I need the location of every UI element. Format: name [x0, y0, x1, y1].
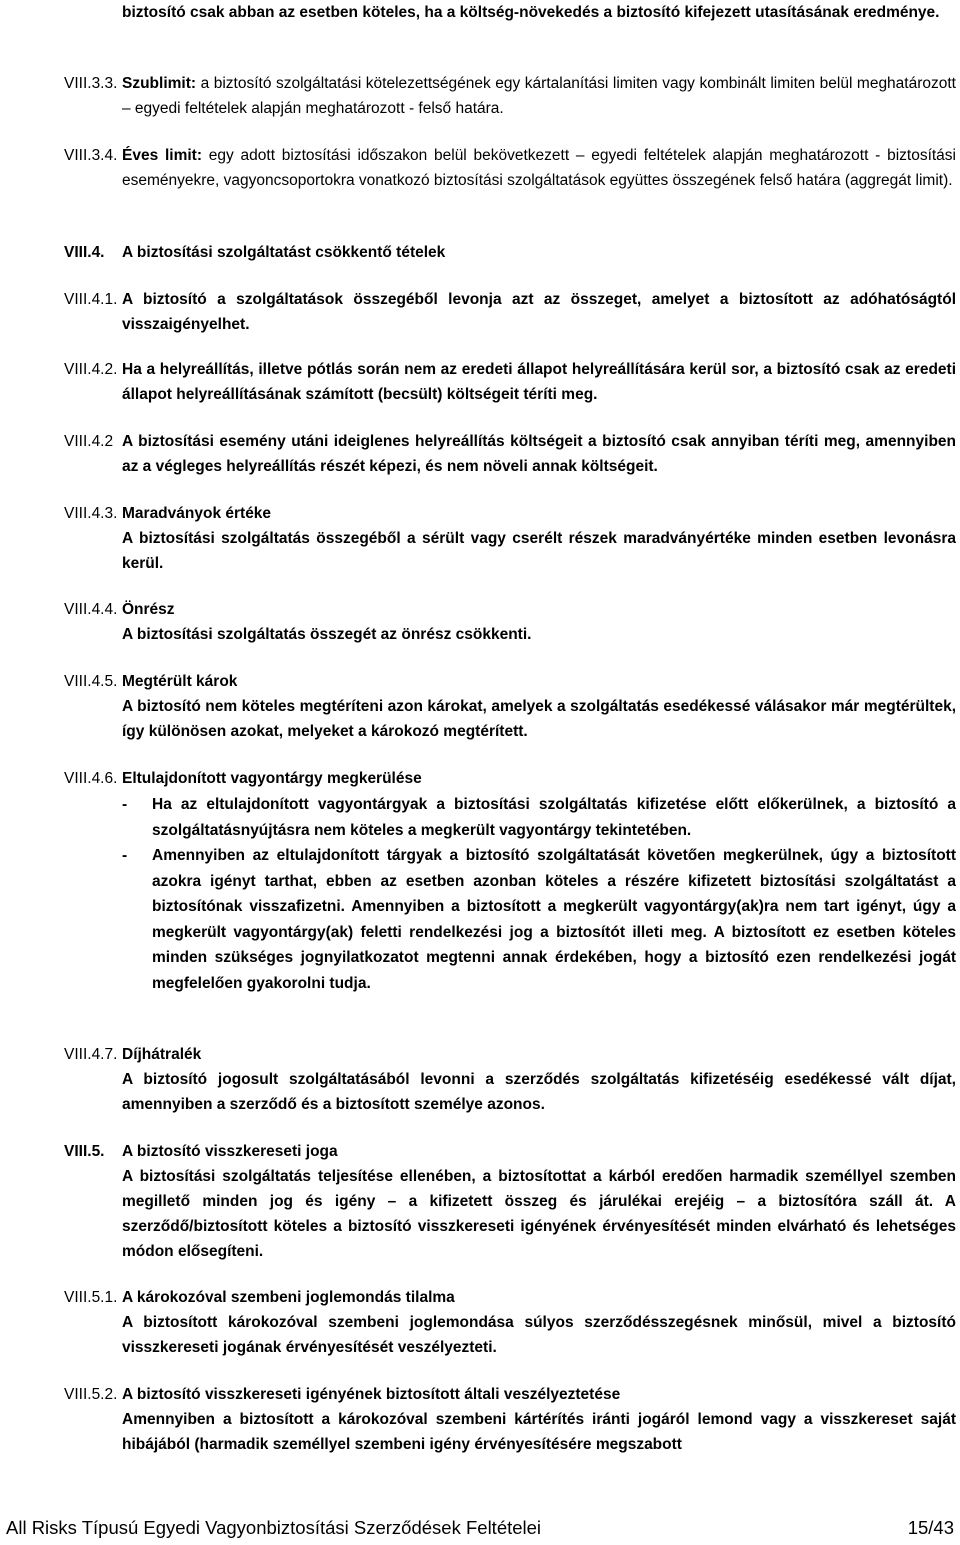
section-number-8-5-2: VIII.5.2.	[64, 1386, 118, 1403]
section-8-4-3-text: A biztosítási szolgáltatás összegéből a sérült vagy cserélt részek maradványértéke minden esetben levonásra kerül.	[122, 530, 956, 572]
section-number-8-3-4: VIII.3.4.	[64, 147, 118, 164]
section-8-5-1-text: A biztosított károkozóval szembeni joglemondása súlyos szerződésszegésnek minősül, mivel a biztosító visszkereseti jogának érvényesítését veszélyezteti.	[122, 1314, 956, 1356]
list-dash: -	[122, 796, 128, 813]
section-8-4-1-text: A biztosító a szolgáltatások összegéből levonja azt az összeget, amelyet a biztosított az adóhatóságtól visszaigényelhet.	[122, 291, 956, 333]
list-item	[122, 792, 956, 843]
section-number-8-4: VIII.4.	[64, 244, 105, 261]
section-number-8-4-1: VIII.4.1.	[64, 291, 118, 308]
list-item	[122, 843, 956, 996]
section-number-8-4-4: VIII.4.4.	[64, 601, 118, 618]
section-8-4-7-text: A biztosító jogosult szolgáltatásából levonni a szerződés szolgáltatás kifizetéséig esedékessé vált díjat, amennyiben a szerződő és a biztosított személye azonos.	[122, 1071, 956, 1113]
section-8-3-3-body	[122, 71, 956, 121]
continuation-paragraph: biztosító csak abban az esetben köteles, ha a költség-növekedés a biztosító kifejezett utasításának eredménye.	[122, 4, 940, 21]
section-number-8-5-1: VIII.5.1.	[64, 1289, 118, 1306]
section-8-5-2-title: A biztosító visszkereseti igényének biztosított általi veszélyeztetése	[122, 1386, 621, 1403]
section-number-8-4-2b: VIII.4.2	[64, 433, 114, 450]
section-8-5-2-text: Amennyiben a biztosított a károkozóval szembeni kártérítés iránti jogáról lemond vagy a visszkereset saját hibájából (harmadik személlyel szembeni igény érvényesítésére megszabott	[122, 1411, 956, 1453]
section-8-3-4-label: Éves limit:	[122, 147, 202, 164]
section-number-8-4-7: VIII.4.7.	[64, 1046, 118, 1063]
section-8-4-5-text: A biztosító nem köteles megtéríteni azon károkat, amelyek a szolgáltatás esedékessé válásakor már megtérültek, így különösen azokat, melyeket a károkozó megtérített.	[122, 698, 956, 740]
section-8-4-5-title: Megtérült károk	[122, 673, 238, 690]
section-8-5-1-title: A károkozóval szembeni joglemondás tilalma	[122, 1289, 455, 1306]
section-8-4-7-title: Díjhátralék	[122, 1046, 202, 1063]
section-8-4-title: A biztosítási szolgáltatást csökkentő tételek	[122, 244, 446, 261]
section-number-8-4-5: VIII.4.5.	[64, 673, 118, 690]
section-8-4-6-title: Eltulajdonított vagyontárgy megkerülése	[122, 770, 422, 787]
section-8-4-2b-text: A biztosítási esemény utáni ideiglenes helyreállítás költségeit a biztosító csak annyiban téríti meg, amennyiben az a végleges helyreállítás részét képezi, és nem növeli annak költségeit.	[122, 433, 956, 475]
section-number-8-3-3: VIII.3.3.	[64, 75, 118, 92]
section-8-4-4-title: Önrész	[122, 601, 175, 618]
section-8-3-3-label: Szublimit:	[122, 75, 197, 92]
section-8-4-2a-text: Ha a helyreállítás, illetve pótlás során nem az eredeti állapot helyreállítására kerül sor, a biztosító csak az eredeti állapot helyreállításának számított (becsült) költségeit téríti meg.	[122, 361, 956, 403]
section-8-4-4-text: A biztosítási szolgáltatás összegét az önrész csökkenti.	[122, 626, 532, 643]
section-number-8-4-6: VIII.4.6.	[64, 770, 118, 787]
section-8-5-title: A biztosító visszkereseti joga	[122, 1143, 338, 1160]
section-8-4-3-title: Maradványok értéke	[122, 505, 272, 522]
section-8-5-text: A biztosítási szolgáltatás teljesítése ellenében, a biztosítottat a kárból eredően harmadik személlyel szemben megillető minden jog és igény – a kifizetett összeg és járulékai erejéig – a biztosítóra száll át. A szerződő/biztosított köteles a biztosító visszkereseti igényének érvényesítését minden elvárható és lehetséges módon elősegíteni.	[122, 1168, 956, 1260]
list-item-text: Ha az eltulajdonított vagyontárgyak a biztosítási szolgáltatás kifizetése előtt előkerülnek, a biztosító a szolgáltatásnyújtásra nem köteles a megkerült vagyontárgy tekintetében.	[152, 796, 956, 839]
section-number-8-4-2a: VIII.4.2.	[64, 361, 118, 378]
section-8-3-4-text: egy adott biztosítási időszakon belül bekövetkezett – egyedi feltételek alapján meghatározott - biztosítási eseményekre, vagyoncsoportokra vonatkozó biztosítási szolgáltatások együttes összegének felső határa (aggregát limit).	[122, 147, 957, 189]
section-number-8-4-3: VIII.4.3.	[64, 505, 118, 522]
footer-document-title: All Risks Típusú Egyedi Vagyonbiztosítási Szerződések Feltételei	[6, 1517, 542, 1538]
section-8-3-4-body	[122, 143, 956, 193]
section-number-8-5: VIII.5.	[64, 1143, 105, 1160]
list-dash: -	[122, 847, 128, 864]
footer-page-number: 15/43	[907, 1517, 954, 1538]
section-8-3-3-text: a biztosító szolgáltatási kötelezettségének egy kártalanítási limiten vagy kombinált limiten belül meghatározott – egyedi feltételek alapján meghatározott - felső határa.	[122, 75, 956, 117]
list-item-text: Amennyiben az eltulajdonított tárgyak a biztosító szolgáltatását követően megkerülnek, úgy a biztosított azokra igényt tarthat, ebben az esetben azonban köteles a részére kifizetett biztosítási szolgáltatást a biztosítónak visszafizetni. Amennyiben a biztosított a megkerült vagyontárgy(ak)ra nem tart igényt, úgy a megkerült vagyontárgy(ak) feletti rendelkezési jog a biztosítót illeti meg. A biztosított ez esetben köteles minden szükséges jognyilatkozatot megtenni annak érdekében, hogy a biztosító ezen rendelkezési jogát megfelelően gyakorolni tudja.	[152, 847, 956, 992]
